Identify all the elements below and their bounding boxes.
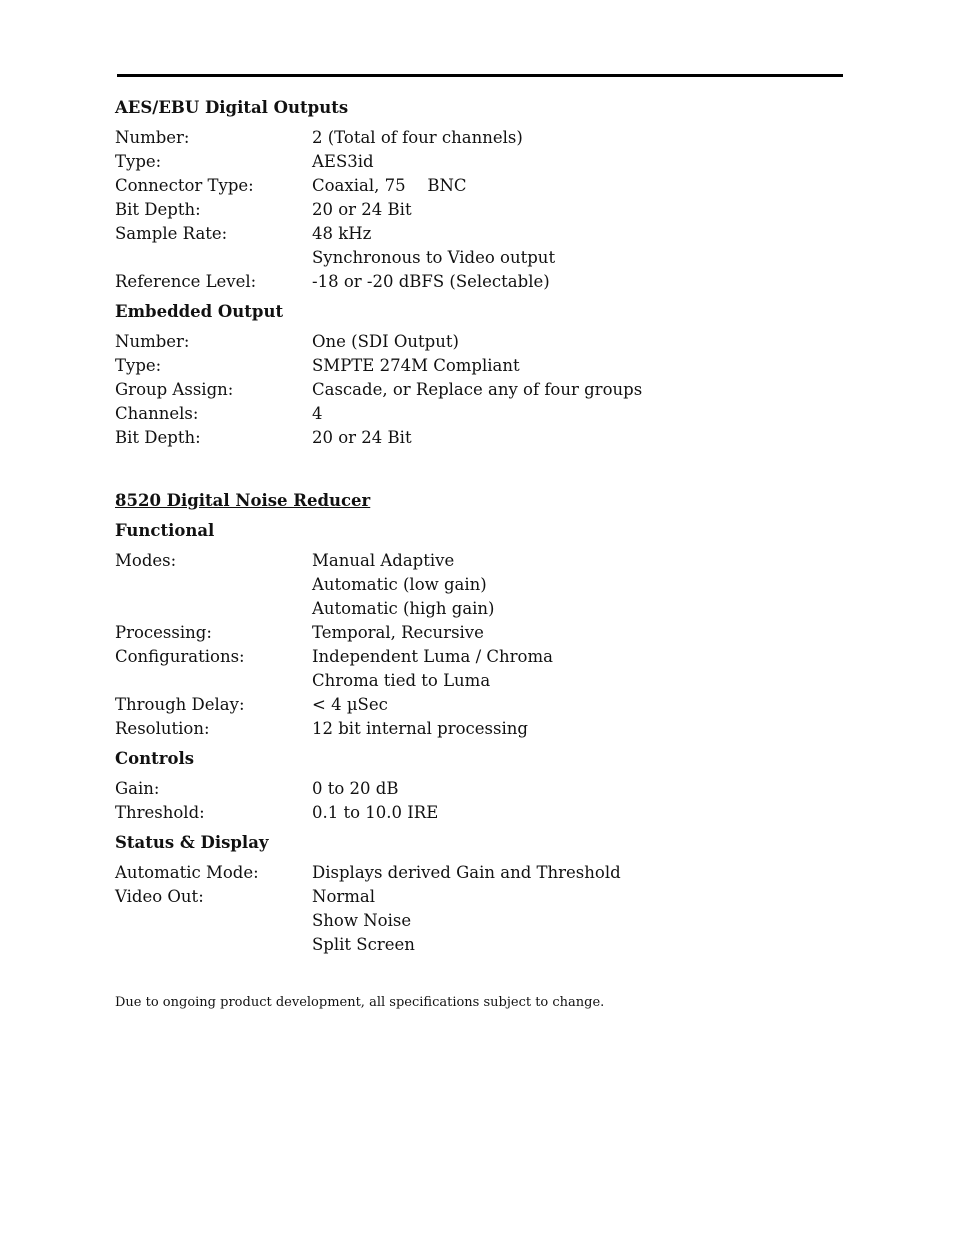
spec-row [115,693,855,717]
spec-value: Displays derived Gain and Threshold [312,863,621,882]
spec-value: Automatic (low gain) [312,575,487,594]
top-rule [117,74,843,77]
spec-label [115,909,312,933]
spec-label: Sample Rate: [115,224,228,243]
section-heading-aes-ebu: AES/EBU Digital Outputs [115,98,349,117]
spec-label: Video Out: [115,887,204,906]
spec-label: Modes: [115,551,177,570]
spec-label [115,246,312,270]
spec-row [115,801,855,825]
spec-value: < 4 µSec [312,695,388,714]
spec-label [115,669,312,693]
spec-value: 48 kHz [312,224,372,243]
spec-row [115,198,855,222]
spec-row [115,885,855,909]
spec-label: Configurations: [115,647,245,666]
spec-label: Channels: [115,404,199,423]
spec-row [115,909,855,933]
spec-value: 2 (Total of four channels) [312,128,523,147]
spec-value: 12 bit internal processing [312,719,528,738]
spec-value: Chroma tied to Luma [312,671,491,690]
spec-label [115,573,312,597]
spec-row [115,597,855,621]
spec-value: Normal [312,887,376,906]
spec-value: Coaxial, 75 BNC [312,176,467,195]
section-heading-embedded-output: Embedded Output [115,302,284,321]
spec-row [115,402,855,426]
spec-value: 20 or 24 Bit [312,200,412,219]
spec-value: Synchronous to Video output [312,248,556,267]
spec-value: Automatic (high gain) [312,599,495,618]
spec-value: Temporal, Recursive [312,623,484,642]
spec-value: Manual Adaptive [312,551,455,570]
spec-label [115,597,312,621]
spec-label: Gain: [115,779,160,798]
aes-ebu-spec-list [115,126,855,294]
spec-row [115,354,855,378]
spec-value: 0 to 20 dB [312,779,399,798]
spec-row [115,330,855,354]
spec-label: Resolution: [115,719,210,738]
spec-value: SMPTE 274M Compliant [312,356,520,375]
spec-row [115,378,855,402]
controls-spec-list [115,777,855,825]
spec-label [115,933,312,957]
embedded-output-spec-list [115,330,855,450]
spec-row [115,174,855,198]
spec-value: One (SDI Output) [312,332,459,351]
spec-label: Threshold: [115,803,205,822]
spec-row [115,150,855,174]
spec-row [115,126,855,150]
section-heading-controls: Controls [115,749,195,768]
spec-label: Group Assign: [115,380,234,399]
spec-label: Reference Level: [115,272,257,291]
spec-value: AES3id [312,152,374,171]
spec-row [115,270,855,294]
spec-value: Independent Luma / Chroma [312,647,553,666]
spec-label: Automatic Mode: [115,863,259,882]
spec-row [115,645,855,669]
status-display-spec-list [115,861,855,957]
spec-row [115,777,855,801]
spec-label: Connector Type: [115,176,254,195]
spec-row [115,621,855,645]
section-heading-status-display: Status & Display [115,833,269,852]
spec-label: Number: [115,332,190,351]
spec-value: Cascade, or Replace any of four groups [312,380,643,399]
spec-label: Bit Depth: [115,200,201,219]
spec-row [115,426,855,450]
spec-row [115,573,855,597]
spec-label: Type: [115,356,162,375]
spec-row [115,549,855,573]
functional-spec-list [115,549,855,741]
spec-row [115,246,855,270]
spec-row [115,861,855,885]
spec-content [115,94,855,1011]
spec-row [115,222,855,246]
spec-row [115,717,855,741]
spec-row [115,933,855,957]
spec-value: 20 or 24 Bit [312,428,412,447]
spec-label: Processing: [115,623,212,642]
spec-value: 0.1 to 10.0 IRE [312,803,439,822]
spec-value: 4 [312,404,323,423]
spec-value: Show Noise [312,911,412,930]
spec-label: Bit Depth: [115,428,201,447]
footnote: Due to ongoing product development, all specifications subject to change. [115,995,605,1010]
spec-label: Number: [115,128,190,147]
spec-label: Type: [115,152,162,171]
spec-label: Through Delay: [115,695,245,714]
spec-value: -18 or -20 dBFS (Selectable) [312,272,550,291]
spec-value: Split Screen [312,935,415,954]
product-title: 8520 Digital Noise Reducer [115,491,371,510]
section-heading-functional: Functional [115,521,215,540]
spec-row [115,669,855,693]
